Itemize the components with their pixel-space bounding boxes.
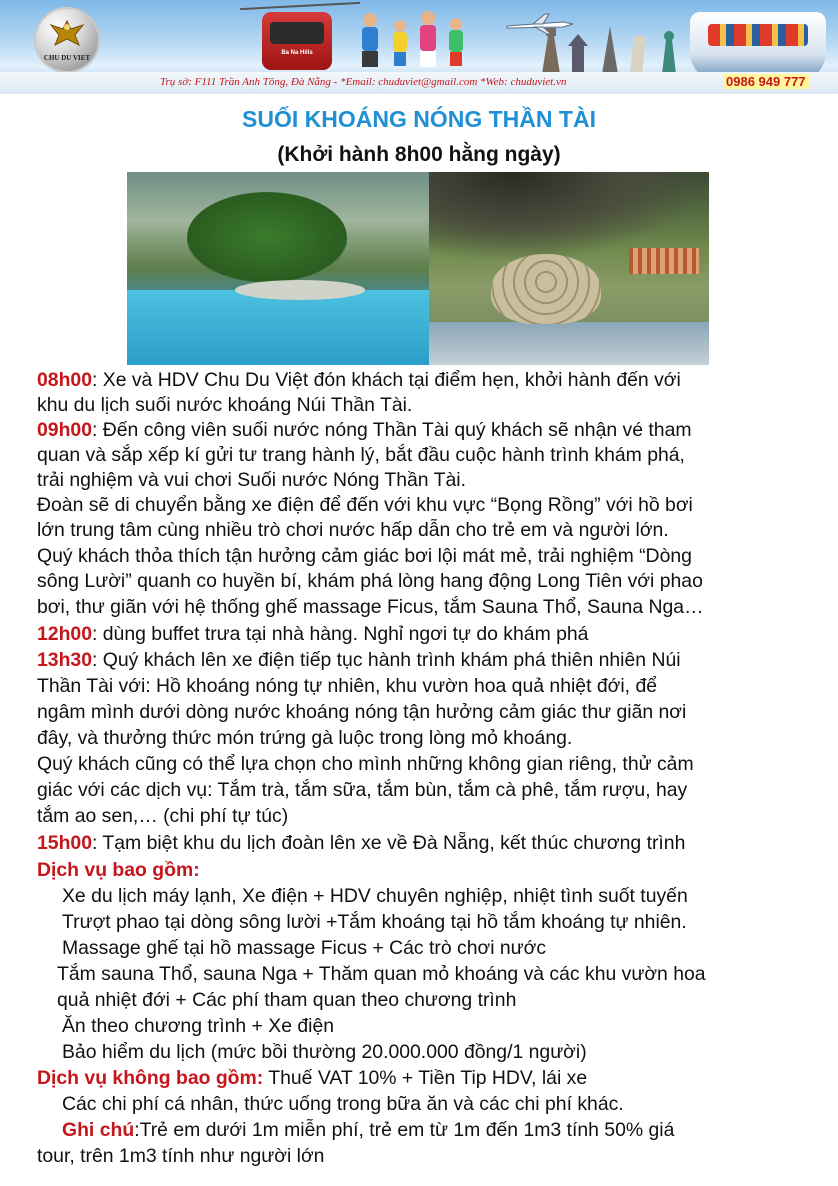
itinerary-line: 13h30: Quý khách lên xe điện tiếp tục hành trình khám phá thiên nhiên Núi [37, 649, 681, 671]
note-line: Ghi chú:Trẻ em dưới 1m miễn phí, trẻ em từ 1m đến 1m3 tính 50% giá [62, 1119, 675, 1141]
itinerary-line: 12h00: dùng buffet trưa tại nhà hàng. Nghỉ ngơi tự do khám phá [37, 623, 589, 645]
page-title: SUỐI KHOÁNG NÓNG THẦN TÀI [242, 106, 596, 132]
included-item: Ăn theo chương trình + Xe điện [62, 1015, 335, 1037]
itinerary-line: giác với các dịch vụ: Tắm trà, tắm sữa, tắm bùn, tắm cà phê, tắm rượu, hay [37, 779, 688, 801]
excluded-line: Dịch vụ không bao gồm: Thuế VAT 10% + Tiền Tip HDV, lái xe [37, 1067, 588, 1089]
included-item: Tắm sauna Thổ, sauna Nga + Thăm quan mỏ khoáng và các khu vườn hoa [57, 963, 706, 985]
included-item: Bảo hiểm du lịch (mức bồi thường 20.000.000 đồng/1 người) [62, 1041, 587, 1063]
note-heading: Ghi chú [62, 1119, 135, 1141]
airplane-icon [505, 12, 575, 36]
cable-line [240, 2, 360, 10]
itinerary-time: 08h00 [37, 369, 92, 391]
itinerary-time: 12h00 [37, 623, 92, 645]
itinerary-line: tắm ao sen,… (chi phí tự túc) [37, 805, 289, 827]
contact-info: Trụ sở: F111 Trần Anh Tông, Đà Nẵng - *Email: chuduviet@gmail.com *Web: chuduviet.vn [160, 76, 567, 88]
itinerary-line: lớn trung tâm cùng nhiều trò chơi nước hấp dẫn cho trẻ em và người lớn. [37, 519, 669, 541]
included-item: Trượt phao tại dòng sông lười +Tắm khoáng tại hồ tắm khoáng tự nhiên. [62, 911, 687, 933]
page-subtitle: (Khởi hành 8h00 hằng ngày) [277, 143, 561, 166]
included-item: Massage ghế tại hồ massage Ficus + Các trò chơi nước [62, 937, 547, 959]
itinerary-line: trải nghiệm và vui chơi Suối nước Nóng Thần Tài. [37, 469, 466, 491]
itinerary-line: 08h00: Xe và HDV Chu Du Việt đón khách tại điểm hẹn, khởi hành đến với [37, 369, 681, 391]
itinerary-line: sông Lười” quanh co huyền bí, khám phá lòng hang động Long Tiên với phao [37, 570, 703, 592]
pool-photo [127, 172, 429, 365]
itinerary-time: 15h00 [37, 832, 92, 854]
itinerary-line: ngâm mình dưới dòng nước khoáng nóng tận hưởng cảm giác thư giãn nơi [37, 701, 687, 723]
itinerary-line: bơi, thư giãn với hệ thống ghế massage Ficus, tắm Sauna Thổ, Sauna Nga… [37, 596, 704, 618]
itinerary-line: Thần Tài với: Hồ khoáng nóng tự nhiên, khu vườn hoa quả nhiệt đới, để [37, 675, 658, 697]
company-logo [34, 7, 100, 73]
included-item: quả nhiệt đới + Các phí tham quan theo chương trình [57, 989, 517, 1011]
itinerary-time: 09h00 [37, 419, 92, 441]
note-line: tour, trên 1m3 tính như người lớn [37, 1145, 325, 1167]
itinerary-line: Quý khách cũng có thể lựa chọn cho mình những không gian riêng, thử cảm [37, 753, 694, 775]
turtle-statue-photo [429, 172, 709, 365]
itinerary-line: quan và sắp xếp kí gửi tư trang hành lý, bắt đầu cuộc hành trình khám phá, [37, 444, 685, 466]
itinerary-line: đây, và thưởng thức món trứng gà luộc trong lòng mỏ khoáng. [37, 727, 573, 749]
header-banner [0, 0, 838, 94]
itinerary-line: Quý khách thỏa thích tận hưởng cảm giác bơi lội mát mẻ, trải nghiệm “Dòng [37, 545, 692, 567]
cable-car-image [262, 12, 332, 70]
itinerary-line: Đoàn sẽ di chuyển bằng xe điện để đến với khu vực “Bọng Rồng” với hồ bơi [37, 494, 693, 516]
itinerary-line: khu du lịch suối nước khoáng Núi Thần Tài. [37, 394, 413, 416]
excluded-item: Các chi phí cá nhân, thức uống trong bữa ăn và các chi phí khác. [62, 1093, 624, 1115]
logo-text: CHU DU VIET [43, 54, 91, 62]
itinerary-time: 13h30 [37, 649, 92, 671]
tourists-illustration [350, 8, 480, 78]
itinerary-line: 15h00: Tạm biệt khu du lịch đoàn lên xe về Đà Nẵng, kết thúc chương trình [37, 832, 686, 854]
included-heading: Dịch vụ bao gồm: [37, 859, 200, 881]
excluded-heading: Dịch vụ không bao gồm: [37, 1067, 264, 1089]
hotline-number: 0986 949 777 [723, 74, 809, 89]
hot-spring-photo [127, 172, 709, 365]
gondola-label: Ba Na Hills [281, 50, 313, 56]
included-item: Xe du lịch máy lạnh, Xe điện + HDV chuyên nghiệp, nhiệt tình suốt tuyến [62, 885, 688, 907]
itinerary-line: 09h00: Đến công viên suối nước nóng Thần Tài quý khách sẽ nhận vé tham [37, 419, 692, 441]
eagle-icon [49, 17, 85, 51]
